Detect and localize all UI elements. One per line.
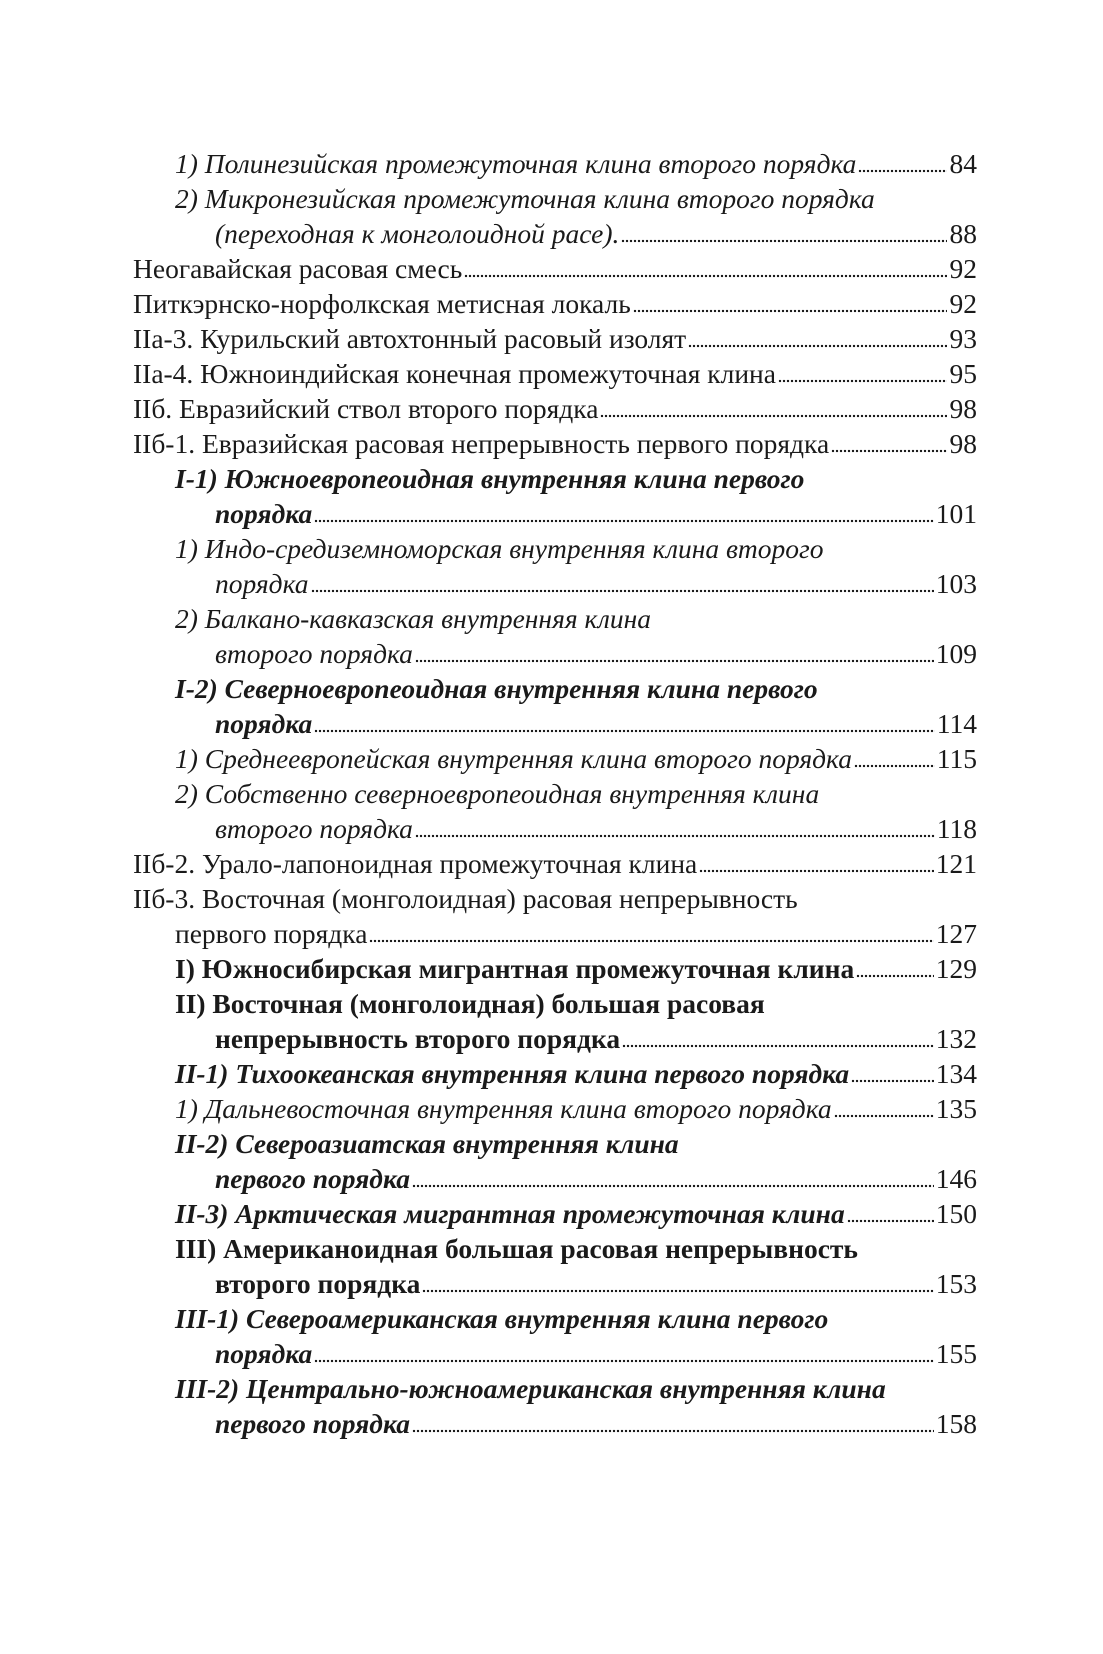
toc-line [133,566,977,601]
toc-line [133,776,977,811]
toc-entry-title: Неогавайская расовая смесь [133,253,463,284]
toc-line [133,1231,977,1266]
toc-entry-title: порядка [215,568,309,599]
toc-entry-title: 2) Микронезийская промежуточная клина второго порядка [175,183,875,214]
toc-entry-title: второго порядка [215,638,413,669]
toc-line [133,321,977,356]
toc-page-number: 146 [935,1163,977,1194]
toc-page-number: 121 [935,848,977,879]
dot-leader [858,167,947,175]
toc-line [133,636,977,671]
toc-line [133,391,977,426]
toc-entry-title: IIб-2. Урало-лапоноидная промежуточная клина [133,848,698,879]
toc-entry-title: IIа-4. Южноиндийская конечная промежуточная клина [133,358,776,389]
toc-entry[interactable] [133,146,977,181]
dot-leader [633,307,947,315]
toc-line [133,916,977,951]
dot-leader [834,1112,934,1120]
toc-entry[interactable] [133,321,977,356]
toc-line [133,986,977,1021]
toc-page-number: 98 [949,393,977,424]
toc-entry[interactable] [133,461,977,531]
toc-entry[interactable] [133,1056,977,1091]
dot-leader [699,867,934,875]
toc-entry-title: 2) Балкано-кавказская внутренняя клина [175,603,652,634]
dot-leader [621,237,947,245]
toc-page-number: 95 [949,358,977,389]
toc-entry[interactable] [133,286,977,321]
toc-line [133,741,977,776]
toc-line [133,1336,977,1371]
toc-page-number: 101 [935,498,977,529]
toc-entry[interactable] [133,1126,977,1196]
toc-line [133,1126,977,1161]
toc-page-number: 115 [936,743,977,774]
toc-page-number: 118 [936,813,977,844]
toc-entry[interactable] [133,846,977,881]
toc-entry[interactable] [133,951,977,986]
toc-page-number: 84 [949,148,977,179]
toc-line [133,951,977,986]
toc-entry-title: III) Американоидная большая расовая непрерывность [175,1233,858,1264]
toc-entry-title: IIб-3. Восточная (монголоидная) расовая непрерывность [133,883,798,914]
dot-leader [412,1182,934,1190]
toc-line [133,601,977,636]
toc-page-number: 92 [949,253,977,284]
toc-line [133,496,977,531]
toc-entry[interactable] [133,1091,977,1126]
toc-line [133,1196,977,1231]
dot-leader [856,972,934,980]
toc-entry-title: второго порядка [215,813,413,844]
toc-line [133,1266,977,1301]
toc-entry-title: первого порядка [175,918,368,949]
table-of-contents [133,146,977,1441]
toc-page-number: 103 [935,568,977,599]
toc-line [133,531,977,566]
toc-entry[interactable] [133,776,977,846]
toc-entry[interactable] [133,391,977,426]
dot-leader [311,587,934,595]
toc-entry[interactable] [133,356,977,391]
toc-entry-title: I) Южносибирская мигрантная промежуточная клина [175,953,855,984]
toc-entry[interactable] [133,1196,977,1231]
toc-page-number: 109 [935,638,977,669]
toc-entry-title: I-1) Южноевропеоидная внутренняя клина первого [175,463,805,494]
toc-entry-title: порядка [215,498,313,529]
toc-entry[interactable] [133,1231,977,1301]
toc-page-number: 88 [949,218,977,249]
toc-line [133,461,977,496]
toc-page-number: 155 [935,1338,977,1369]
toc-line [133,356,977,391]
dot-leader [688,342,947,350]
toc-page-number: 132 [935,1023,977,1054]
toc-entry-title: III-2) Центрально-южноамериканская внутренняя клина [175,1373,886,1404]
toc-entry-title: II-2) Североазиатская внутренняя клина [175,1128,679,1159]
dot-leader [314,727,935,735]
dot-leader [314,1357,934,1365]
toc-entry-title: 2) Собственно северноевропеоидная внутренняя клина [175,778,820,809]
toc-line [133,146,977,181]
toc-line [133,216,977,251]
dot-leader [314,517,934,525]
toc-entry[interactable] [133,741,977,776]
toc-line [133,251,977,286]
toc-line [133,671,977,706]
dot-leader [851,1077,934,1085]
toc-entry-title: 1) Среднеевропейская внутренняя клина второго порядка [175,743,852,774]
toc-line [133,426,977,461]
dot-leader [854,762,935,770]
toc-line [133,1406,977,1441]
toc-line [133,706,977,741]
toc-line [133,811,977,846]
dot-leader [412,1427,934,1435]
dot-leader [415,657,934,665]
toc-page-number: 158 [935,1408,977,1439]
dot-leader [600,412,947,420]
toc-line [133,1371,977,1406]
toc-entry-title: I-2) Северноевропеоидная внутренняя клина первого [175,673,818,704]
toc-line [133,1056,977,1091]
toc-entry[interactable] [133,181,977,251]
dot-leader [464,272,947,280]
toc-entry-title: порядка [215,1338,313,1369]
toc-line [133,181,977,216]
toc-line [133,1301,977,1336]
toc-page-number: 153 [935,1268,977,1299]
toc-entry[interactable] [133,986,977,1056]
toc-entry-title: первого порядка [215,1408,410,1439]
toc-entry-title: III-1) Североамериканская внутренняя клина первого [175,1303,829,1334]
toc-entry-title: 1) Индо-средиземноморская внутренняя клина второго [175,533,824,564]
toc-entry-title: II-3) Арктическая мигрантная промежуточная клина [175,1198,845,1229]
toc-line [133,1021,977,1056]
toc-entry-title: 1) Дальневосточная внутренняя клина второго порядка [175,1093,832,1124]
toc-line [133,881,977,916]
toc-page-number: 114 [936,708,977,739]
dot-leader [622,1042,934,1050]
toc-line [133,846,977,881]
toc-entry-title: непрерывность второго порядка [215,1023,621,1054]
toc-entry-title: 1) Полинезийская промежуточная клина второго порядка [175,148,857,179]
toc-page-number: 92 [949,288,977,319]
toc-entry[interactable] [133,671,977,741]
dot-leader [778,377,947,385]
toc-entry[interactable] [133,881,977,951]
toc-entry-title: II-1) Тихоокеанская внутренняя клина первого порядка [175,1058,850,1089]
toc-entry-title: IIа-3. Курильский автохтонный расовый изолят [133,323,687,354]
toc-entry-title: первого порядка [215,1163,410,1194]
toc-page-number: 134 [935,1058,977,1089]
toc-entry[interactable] [133,531,977,601]
toc-entry[interactable] [133,426,977,461]
toc-page-number: 98 [949,428,977,459]
toc-page-number: 93 [949,323,977,354]
toc-entry-title: IIб. Евразийский ствол второго порядка [133,393,599,424]
toc-page-number: 129 [935,953,977,984]
toc-page-number: 150 [935,1198,977,1229]
toc-line [133,1091,977,1126]
dot-leader [847,1217,934,1225]
toc-entry[interactable] [133,251,977,286]
toc-entry[interactable] [133,601,977,671]
toc-entry[interactable] [133,1371,977,1441]
dot-leader [415,832,935,840]
toc-entry-title: Питкэрнско-норфолкская метисная локаль [133,288,631,319]
toc-entry-title: IIб-1. Евразийская расовая непрерывность первого порядка [133,428,830,459]
dot-leader [369,937,933,945]
toc-entry-title: второго порядка [215,1268,421,1299]
toc-entry[interactable] [133,1301,977,1371]
dot-leader [422,1287,933,1295]
toc-line [133,1161,977,1196]
dot-leader [831,447,947,455]
toc-entry-title: (переходная к монголоидной расе). [215,218,620,249]
toc-page-number: 135 [935,1093,977,1124]
toc-entry-title: II) Восточная (монголоидная) большая расовая [175,988,765,1019]
toc-line [133,286,977,321]
toc-page-number: 127 [935,918,977,949]
toc-entry-title: порядка [215,708,313,739]
